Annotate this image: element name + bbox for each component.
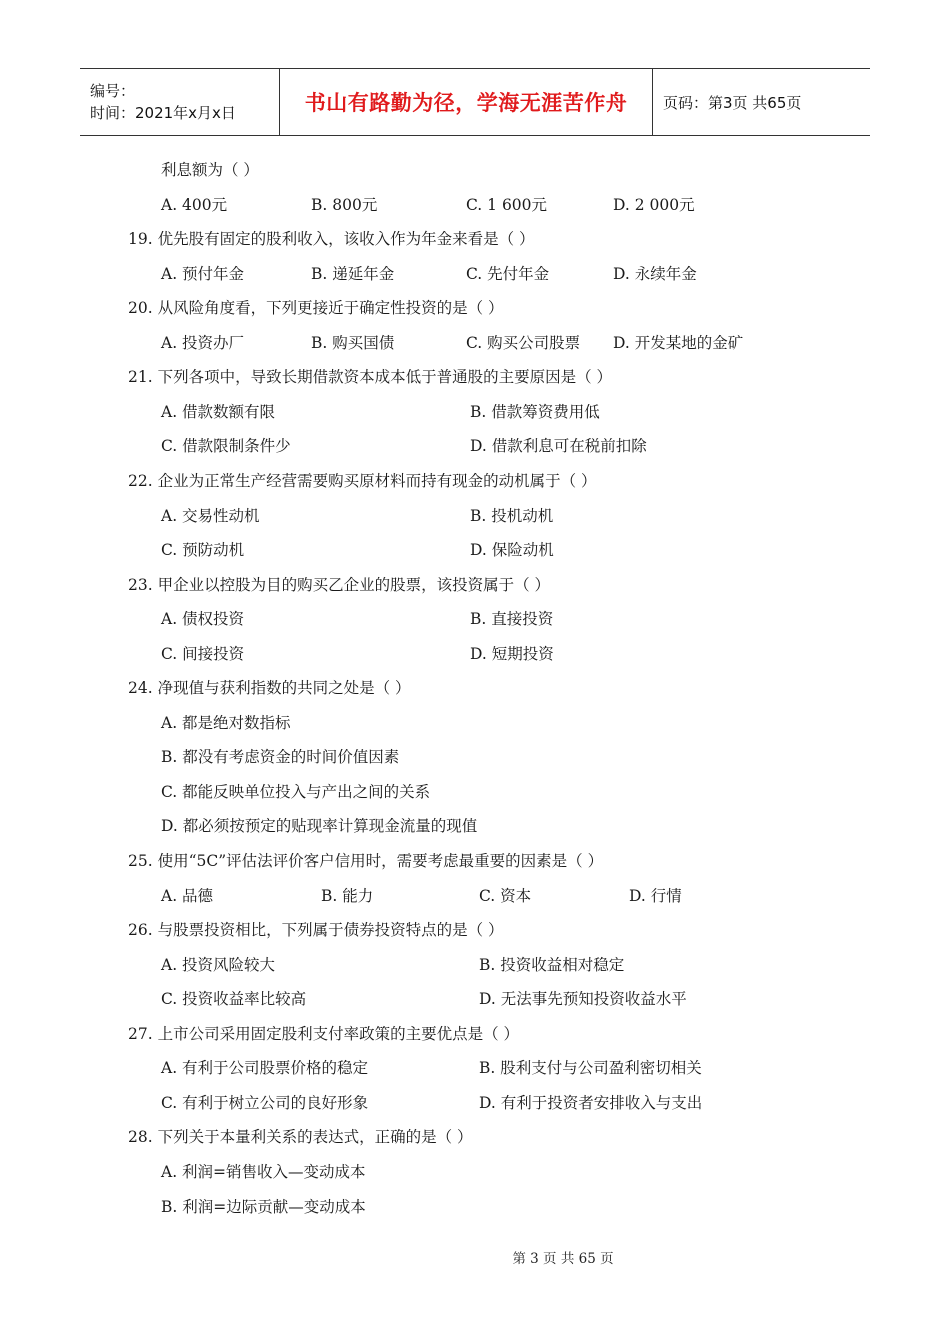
- option-b: D. 有利于投资者安排收入与支出: [479, 1093, 703, 1112]
- answer-line: D. 都必须按预定的贴现率计算现金流量的现值: [161, 817, 478, 836]
- answer-line: 利息额为（ ）: [161, 161, 259, 179]
- option-c: C. 先付年金: [466, 264, 550, 283]
- option-a: C. 投资收益率比较高: [161, 990, 307, 1009]
- question-stem: 20. 从风险角度看，下列更接近于确定性投资的是（ ）: [128, 299, 504, 318]
- option-b: D. 借款利息可在税前扣除: [470, 437, 647, 456]
- option-a: A. 400元: [161, 195, 228, 214]
- answer-line: A. 都是绝对数指标: [161, 713, 291, 732]
- option-a: A. 预付年金: [161, 264, 245, 283]
- option-b: B. 能力: [321, 886, 374, 905]
- option-b: B. 递延年金: [311, 264, 395, 283]
- option-a: A. 有利于公司股票价格的稳定: [161, 1059, 369, 1078]
- question-stem: 22. 企业为正常生产经营需要购买原材料而持有现金的动机属于（ ）: [128, 471, 597, 490]
- option-b: D. 无法事先预知投资收益水平: [479, 990, 687, 1009]
- option-a: A. 品德: [161, 886, 214, 905]
- option-b: B. 投资收益相对稳定: [479, 955, 625, 974]
- option-a: C. 预防动机: [161, 541, 245, 560]
- answer-line: C. 都能反映单位投入与产出之间的关系: [161, 782, 431, 801]
- option-b: B. 股利支付与公司盈利密切相关: [479, 1059, 702, 1078]
- option-d: D. 2 000元: [613, 195, 695, 214]
- option-d: D. 行情: [629, 886, 682, 905]
- page-number-label: 页码：第3页 共65页: [663, 93, 802, 112]
- option-b: B. 购买国债: [311, 333, 395, 352]
- answer-line: A. 利润=销售收入—变动成本: [161, 1162, 366, 1181]
- option-d: D. 开发某地的金矿: [613, 333, 744, 352]
- question-stem: 23. 甲企业以控股为目的购买乙企业的股票，该投资属于（ ）: [128, 575, 551, 594]
- option-a: A. 投资办厂: [161, 333, 245, 352]
- option-a: C. 借款限制条件少: [161, 437, 291, 456]
- option-b: B. 800元: [311, 195, 378, 214]
- option-a: C. 有利于树立公司的良好形象: [161, 1093, 369, 1112]
- answer-line: B. 都没有考虑资金的时间价值因素: [161, 748, 400, 767]
- option-c: C. 1 600元: [466, 195, 548, 214]
- question-stem: 28. 下列关于本量利关系的表达式，正确的是（ ）: [128, 1128, 473, 1147]
- option-b: D. 保险动机: [470, 541, 554, 560]
- question-stem: 25. 使用“5C”评估法评价客户信用时，需要考虑最重要的因素是（ ）: [128, 852, 604, 870]
- option-a: A. 债权投资: [161, 610, 245, 629]
- question-stem: 21. 下列各项中，导致长期借款资本成本低于普通股的主要原因是（ ）: [128, 368, 613, 387]
- option-c: C. 购买公司股票: [466, 333, 581, 352]
- option-a: A. 投资风险较大: [161, 955, 276, 974]
- option-c: C. 资本: [479, 886, 532, 905]
- question-stem: 26. 与股票投资相比，下列属于债券投资特点的是（ ）: [128, 921, 504, 940]
- motto-text: 书山有路勤为径，学海无涯苦作舟: [304, 91, 628, 115]
- option-b: B. 借款筹资费用低: [470, 402, 600, 421]
- header-meta: [80, 69, 280, 135]
- option-d: D. 永续年金: [613, 264, 697, 283]
- header-motto: [280, 69, 653, 135]
- option-a: C. 间接投资: [161, 644, 245, 663]
- page-header: [80, 68, 870, 136]
- option-b: B. 直接投资: [470, 610, 554, 629]
- question-stem: 24. 净现值与获利指数的共同之处是（ ）: [128, 679, 411, 698]
- page-footer: 第 3 页 共 65 页: [512, 1251, 614, 1267]
- document-number-label: 编号：: [90, 82, 136, 100]
- answer-line: B. 利润=边际贡献—变动成本: [161, 1197, 366, 1216]
- option-b: D. 短期投资: [470, 644, 554, 663]
- option-a: A. 交易性动机: [161, 506, 260, 525]
- document-time-label: 时间：2021年x月x日: [90, 104, 236, 122]
- header-page: [653, 69, 870, 135]
- option-b: B. 投机动机: [470, 506, 554, 525]
- question-stem: 27. 上市公司采用固定股利支付率政策的主要优点是（ ）: [128, 1024, 520, 1043]
- question-stem: 19. 优先股有固定的股利收入，该收入作为年金来看是（ ）: [128, 230, 535, 249]
- option-a: A. 借款数额有限: [161, 402, 276, 421]
